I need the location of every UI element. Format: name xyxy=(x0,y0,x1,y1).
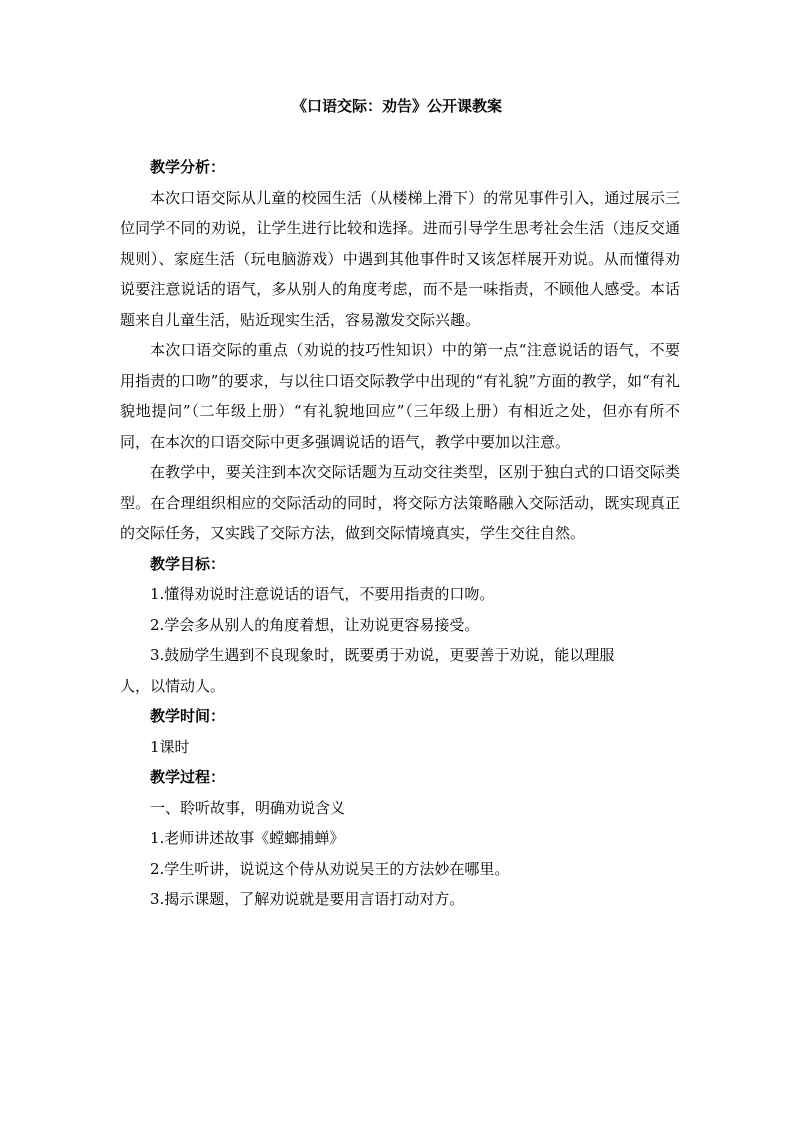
heading-goals: 教学目标： xyxy=(150,554,226,573)
goal-item-2: 2.学会多从别人的角度着想，让劝说更容易接受。 xyxy=(150,615,480,634)
paragraph-analysis-2: 本次口语交际的重点（劝说的技巧性知识）中的第一点“注意说话的语气，不要用指责的口吻”的要求，与以往口语交际教学中出现的“有礼貌”方面的教学，如“有礼貌地提问”（二年级上册）“有礼貌地回应”（三年级上册）有相近之处，但亦有所不同，在本次的口语交际中更多强调说话的语气，教学中要加以注意。 xyxy=(120,341,680,451)
heading-analysis: 教学分析： xyxy=(150,158,226,176)
heading-process: 教学过程： xyxy=(150,768,226,786)
document-body xyxy=(120,152,680,915)
goal-item-1: 1.懂得劝说时注意说话的语气，不要用指责的口吻。 xyxy=(150,585,495,603)
paragraph-analysis-3: 在教学中，要关注到本次交际话题为互动交往类型，区别于独白式的口语交际类型。在合理组织相应的交际活动的同时，将交际方法策略融入交际活动，既实现真正的交际任务，又实践了交际方法，做到交际情境真实，学生交往自然。 xyxy=(120,463,680,542)
goal-item-3-continued: 人，以情动人。 xyxy=(120,676,226,695)
paragraph-analysis-1: 本次口语交际从儿童的校园生活（从楼梯上滑下）的常见事件引入，通过展示三位同学不同的劝说，让学生进行比较和选择。进而引导学生思考社会生活（违反交通规则）、家庭生活（玩电脑游戏）中遇到其他事件时又该怎样展开劝说。从而懂得劝说要注意说话的语气，多从别人的角度考虑，而不是一味指责，不顾他人感受。本话题来自儿童生活，贴近现实生活，容易激发交际兴趣。 xyxy=(120,188,680,329)
process-step-1-item-3: 3.揭示课题，了解劝说就是要用言语打动对方。 xyxy=(150,890,465,908)
process-step-1-item-1: 1.老师讲述故事《螳螂捕蝉》 xyxy=(150,829,345,847)
process-step-1-item-2: 2.学生听讲，说说这个侍从劝说吴王的方法妙在哪里。 xyxy=(150,859,510,878)
heading-time: 教学时间： xyxy=(150,707,226,725)
teaching-time: 1课时 xyxy=(150,737,190,756)
process-step-1: 一、聆听故事，明确劝说含义 xyxy=(150,798,346,817)
goal-item-3: 3.鼓励学生遇到不良现象时，既要勇于劝说，更要善于劝说，能以理服 xyxy=(150,646,615,664)
document-title: 《口语交际：劝告》公开课教案 xyxy=(291,97,502,115)
